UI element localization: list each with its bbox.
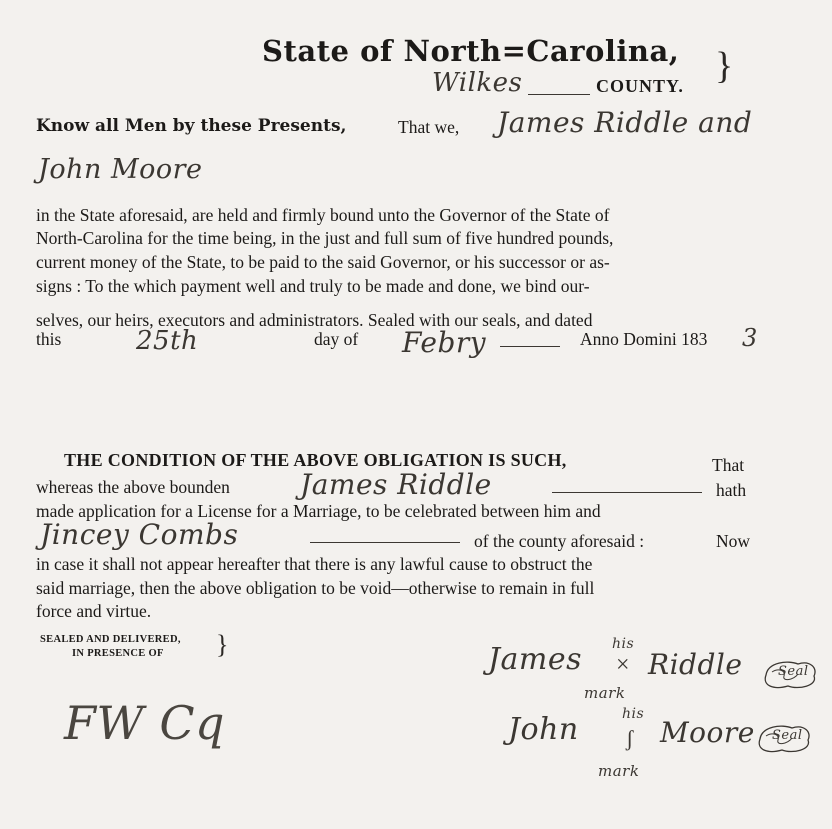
obligor-handwritten: James Riddle and <box>497 106 753 139</box>
know-all-men: Know all Men by these Presents, <box>36 116 347 136</box>
condition-line-6: said marriage, then the above obligation to be void—otherwise to remain in full <box>36 578 595 598</box>
condition-that: That <box>712 455 745 475</box>
body-line-3: current money of the State, to be paid to the said Governor, or his successor or as- <box>36 252 610 272</box>
groom-underline <box>552 492 702 493</box>
state-title: State of North=Carolina, <box>262 34 680 68</box>
signature-1-mark-word: mark <box>584 684 626 702</box>
year-digit-handwritten: 3 <box>742 324 758 352</box>
signature-2-his: his <box>622 706 645 722</box>
county-underline <box>528 94 590 95</box>
condition-whereas: whereas the above bounden <box>36 477 230 497</box>
signature-2-mark: ʃ <box>626 726 634 751</box>
signature-1-first: James <box>488 642 583 677</box>
signature-2-mark-word: mark <box>598 762 640 780</box>
condition-line-5: in case it shall not appear hereafter that there is any lawful cause to obstruct the <box>36 554 593 574</box>
that-we: That we, <box>398 117 460 137</box>
body-line-1: in the State aforesaid, are held and firmly bound unto the Governor of the State of <box>36 205 610 225</box>
date-day-handwritten: 25th <box>136 326 199 356</box>
signature-1-mark: × <box>616 652 630 678</box>
date-month-handwritten: Febry <box>402 326 487 359</box>
co-obligor-handwritten: John Moore <box>38 154 203 185</box>
body-line-2: North-Carolina for the time being, in the just and full sum of five hundred pounds, <box>36 228 614 248</box>
condition-line-3: made application for a License for a Marriage, to be celebrated between him and <box>36 501 601 521</box>
signature-1-his: his <box>612 636 635 652</box>
body-line-4: signs : To the which payment well and truly to be made and done, we bind our- <box>36 276 590 296</box>
month-underline <box>500 346 560 347</box>
date-day-of: day of <box>314 329 359 349</box>
groom-handwritten: James Riddle <box>300 468 492 501</box>
witness-signature: FW Cq <box>64 696 225 750</box>
condition-hath: hath <box>716 480 747 500</box>
bride-handwritten: Jincey Combs <box>40 518 239 551</box>
signature-2-first: John <box>508 712 579 747</box>
seal-2-label: Seal <box>772 728 803 743</box>
anno-domini: Anno Domini 183 <box>580 329 708 349</box>
county-label: COUNTY. <box>596 76 684 96</box>
seal-1-label: Seal <box>778 664 809 679</box>
condition-line-7: force and virtue. <box>36 601 152 621</box>
witness-brace: } <box>216 630 229 659</box>
body-line-5: selves, our heirs, executors and administrators. Sealed with our seals, and dated <box>36 310 593 330</box>
condition-of-county: of the county aforesaid : <box>474 531 645 551</box>
county-handwritten: Wilkes <box>432 68 523 98</box>
in-presence-of: IN PRESENCE OF <box>72 648 164 659</box>
signature-2-last: Moore <box>660 716 755 749</box>
condition-now: Now <box>716 531 751 551</box>
date-this: this <box>36 329 62 349</box>
bride-underline <box>310 542 460 543</box>
condition-heading: THE CONDITION OF THE ABOVE OBLIGATION IS SUCH, <box>64 450 567 470</box>
state-brace: } <box>715 45 734 87</box>
sealed-delivered: SEALED AND DELIVERED, <box>40 634 181 645</box>
signature-1-last: Riddle <box>648 648 743 681</box>
